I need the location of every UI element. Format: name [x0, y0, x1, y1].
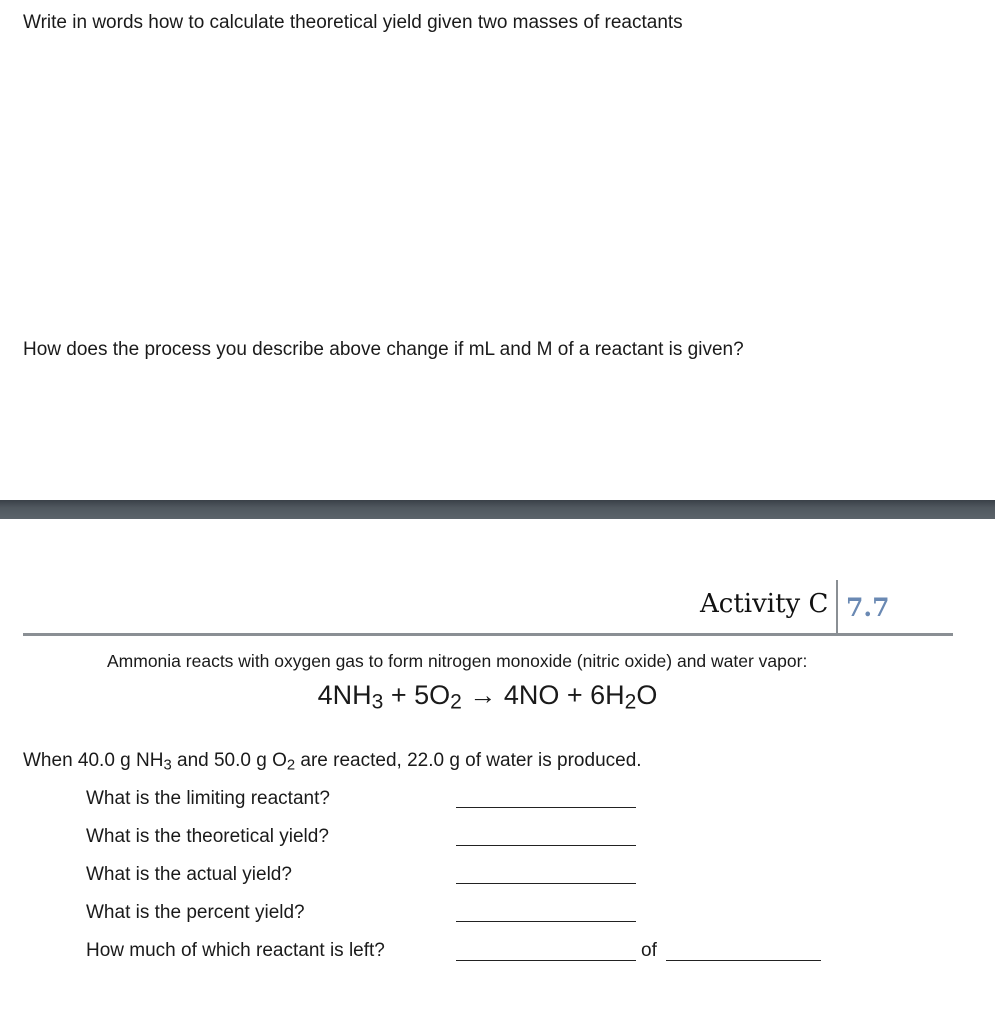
- of-label: of: [641, 940, 657, 961]
- given-statement: [23, 749, 642, 773]
- question-ml-and-molarity: How does the process you describe above change if mL and M of a reactant is given?: [23, 339, 744, 360]
- item-reactant-left: How much of which reactant is left?: [86, 940, 385, 961]
- answer-blank-amount-left[interactable]: [456, 960, 636, 961]
- answer-blank-reactant-left[interactable]: [666, 960, 821, 961]
- equation-part: O: [636, 680, 658, 710]
- answer-blank-theoretical-yield[interactable]: [456, 845, 636, 846]
- equation-subscript: 3: [371, 690, 384, 714]
- item-actual-yield: What is the actual yield?: [86, 864, 292, 885]
- equation-subscript: 2: [624, 690, 637, 714]
- activity-header-rule: [23, 633, 953, 636]
- given-subscript: 3: [163, 757, 172, 774]
- equation-part: → 4NO + 6H: [461, 680, 625, 710]
- activity-title: Activity C: [700, 589, 829, 619]
- question-theoretical-yield: Write in words how to calculate theoretical yield given two masses of reactants: [23, 12, 683, 33]
- section-divider-bar: [0, 500, 995, 519]
- answer-blank-percent-yield[interactable]: [456, 921, 636, 922]
- chemical-equation: [0, 677, 975, 713]
- given-subscript: 2: [286, 757, 296, 774]
- problem-intro: Ammonia reacts with oxygen gas to form nitrogen monoxide (nitric oxide) and water vapor:: [107, 651, 808, 671]
- activity-separator: [836, 580, 838, 636]
- given-part: are reacted, 22.0 g of water is produced.: [295, 750, 642, 771]
- item-limiting-reactant: What is the limiting reactant?: [86, 788, 330, 809]
- equation-part: + 5O: [383, 680, 451, 710]
- equation-subscript: 2: [450, 690, 462, 714]
- answer-blank-actual-yield[interactable]: [456, 883, 636, 884]
- item-theoretical-yield: What is the theoretical yield?: [86, 826, 329, 847]
- activity-number: 7.7: [846, 593, 890, 622]
- equation-part: 4NH: [317, 680, 372, 710]
- answer-blank-limiting-reactant[interactable]: [456, 807, 636, 808]
- given-part: When 40.0 g NH: [23, 750, 164, 771]
- given-part: and 50.0 g O: [171, 750, 287, 771]
- item-percent-yield: What is the percent yield?: [86, 902, 305, 923]
